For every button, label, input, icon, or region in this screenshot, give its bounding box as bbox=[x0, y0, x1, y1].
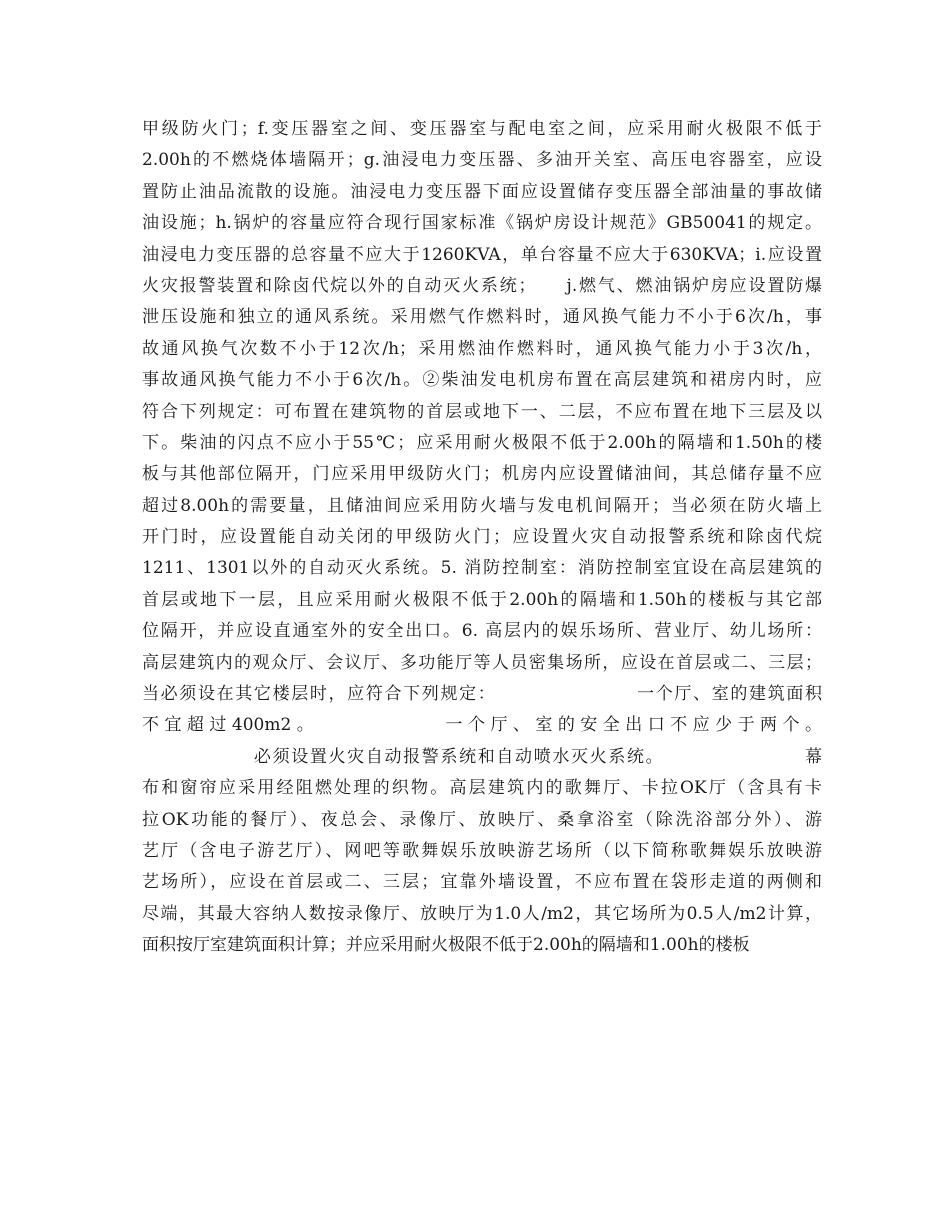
text-line: 下。柴油的闪点不应小于55℃；应采用耐火极限不低于2.00h的隔墙和1.50h的楼 bbox=[142, 432, 822, 453]
text-line: 面积按厅室建筑面积计算；并应采用耐火极限不低于2.00h的隔墙和1.00h的楼板 bbox=[142, 935, 750, 956]
text-line: 火灾报警装置和除卤代烷以外的自动灭火系统； j.燃气、燃油锅炉房应设置防爆 bbox=[142, 275, 822, 296]
text-line: 符合下列规定：可布置在建筑物的首层或地下一、二层，不应布置在地下三层及以 bbox=[142, 401, 822, 422]
text-line: 艺场所），应设在首层或二、三层；宜靠外墙设置，不应布置在袋形走道的两侧和 bbox=[142, 872, 822, 893]
body-text bbox=[142, 114, 822, 962]
text-line: 2.00h的不燃烧体墙隔开；g.油浸电力变压器、多油开关室、高压电容器室，应设 bbox=[142, 150, 822, 171]
text-line: 甲级防火门；f.变压器室之间、变压器室与配电室之间，应采用耐火极限不低于 bbox=[142, 119, 822, 139]
text-line: 不宜超过400m2。 一个厅、室的安全出口不应少于两个。 bbox=[142, 715, 822, 736]
text-line: 艺厅（含电子游艺厅）、网吧等歌舞娱乐放映游艺场所（以下简称歌舞娱乐放映游 bbox=[142, 840, 822, 861]
text-line: 油浸电力变压器的总容量不应大于1260KVA，单台容量不应大于630KVA；i.应设置 bbox=[142, 244, 822, 265]
text-line: 1211、1301以外的自动灭火系统。5. 消防控制室：消防控制室宜设在高层建筑的 bbox=[142, 558, 822, 579]
text-line: 故通风换气次数不小于12次/h；采用燃油作燃料时，通风换气能力小于3次/h， bbox=[142, 338, 822, 359]
text-line: 必须设置火灾自动报警系统和自动喷水灭火系统。 幕 bbox=[142, 746, 822, 767]
text-line: 高层建筑内的观众厅、会议厅、多功能厅等人员密集场所，应设在首层或二、三层； bbox=[142, 652, 822, 673]
text-line: 开门时，应设置能自动关闭的甲级防火门；应设置火灾自动报警系统和除卤代烷 bbox=[142, 527, 822, 548]
text-line: 板与其他部位隔开，门应采用甲级防火门；机房内应设置储油间，其总储存量不应 bbox=[142, 464, 822, 485]
text-line: 尽端，其最大容纳人数按录像厅、放映厅为1.0人/m2，其它场所为0.5人/m2计算， bbox=[142, 903, 822, 924]
text-line: 布和窗帘应采用经阻燃处理的织物。高层建筑内的歌舞厅、卡拉OK厅（含具有卡 bbox=[142, 778, 822, 799]
text-line: 首层或地下一层，且应采用耐火极限不低于2.00h的隔墙和1.50h的楼板与其它部 bbox=[142, 589, 822, 610]
text-line: 油设施；h.锅炉的容量应符合现行国家标准《锅炉房设计规范》GB50041的规定。 bbox=[142, 213, 822, 234]
text-line: 置防止油品流散的设施。油浸电力变压器下面应设置储存变压器全部油量的事故储 bbox=[142, 181, 822, 202]
text-line: 位隔开，并应设直通室外的安全出口。6. 高层内的娱乐场所、营业厅、幼儿场所： bbox=[142, 621, 822, 642]
text-line: 事故通风换气能力不小于6次/h。②柴油发电机房布置在高层建筑和裙房内时，应 bbox=[142, 370, 822, 391]
text-line: 当必须设在其它楼层时，应符合下列规定： 一个厅、室的建筑面积 bbox=[142, 684, 822, 705]
text-line: 拉OK功能的餐厅）、夜总会、录像厅、放映厅、桑拿浴室（除洗浴部分外）、游 bbox=[142, 809, 822, 830]
text-line: 泄压设施和独立的通风系统。采用燃气作燃料时，通风换气能力不小于6次/h，事 bbox=[142, 307, 822, 328]
text-line: 超过8.00h的需要量，且储油间应采用防火墙与发电机间隔开；当必须在防火墙上 bbox=[142, 495, 822, 516]
